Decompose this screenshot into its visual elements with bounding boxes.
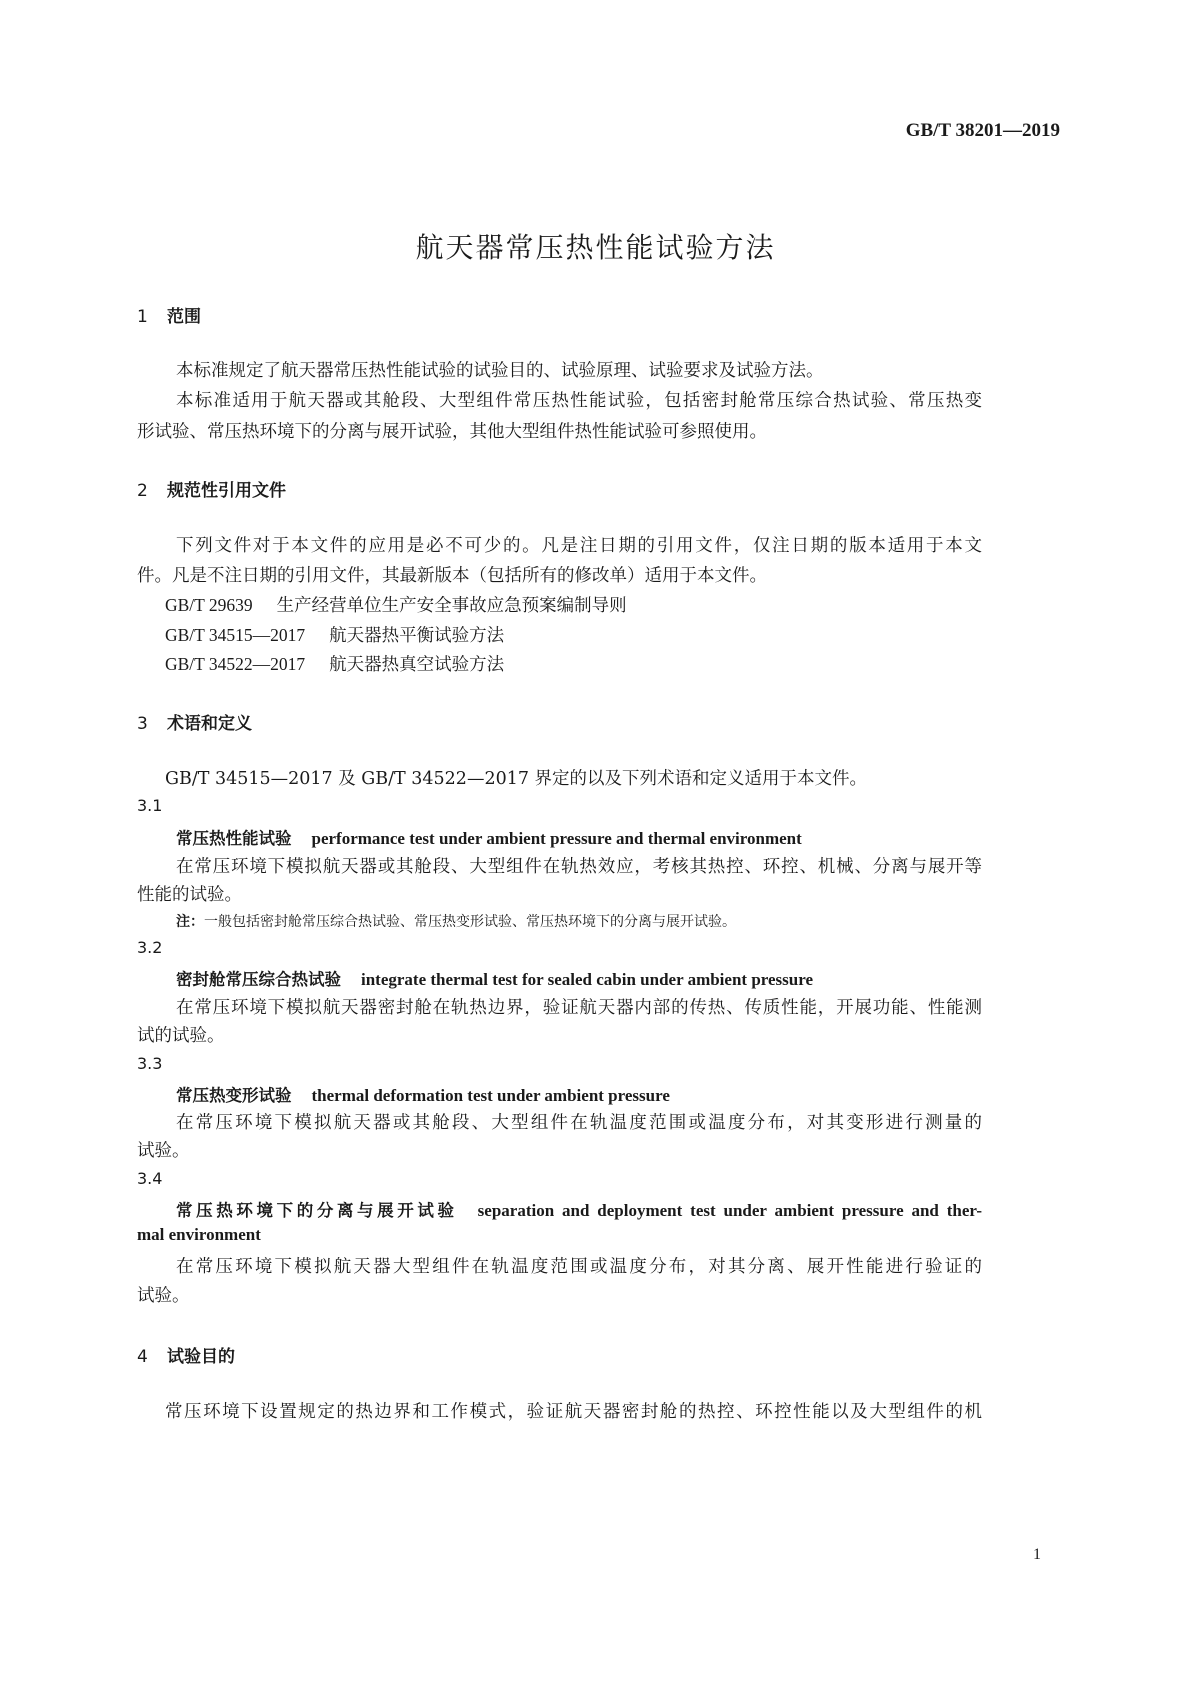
section-title: 规范性引用文件 <box>167 481 286 501</box>
reference-item <box>165 592 627 617</box>
term-en: thermal deformation test under ambient pressure <box>311 1086 670 1105</box>
term-entry <box>176 966 813 990</box>
section-heading-normative-references <box>137 476 286 501</box>
clause-number: 3.4 <box>137 1169 163 1188</box>
paragraph-line: 形试验、常压热环境下的分离与展开试验，其他大型组件热性能试验可参照使用。 <box>137 422 767 442</box>
section-title: 试验目的 <box>167 1347 235 1367</box>
term-zh: 密封舱常压综合热试验 <box>176 970 341 989</box>
document-title: 航天器常压热性能试验方法 <box>415 231 776 264</box>
reference-title: 航天器热平衡试验方法 <box>329 626 505 646</box>
term-entry <box>176 1082 670 1106</box>
paragraph-line: 常压环境下设置规定的热边界和工作模式，验证航天器密封舱的热控、环控性能以及大型组件的机 <box>165 1402 982 1422</box>
term-en: separation and deployment test under ambient pressure and ther- <box>477 1201 982 1220</box>
reference-title: 生产经营单位生产安全事故应急预案编制导则 <box>276 596 627 616</box>
section-number: 4 <box>137 1347 148 1367</box>
reference-item <box>165 651 504 676</box>
reference-title: 航天器热真空试验方法 <box>329 655 505 675</box>
term-zh: 常压热环境下的分离与展开试验 <box>176 1201 458 1220</box>
section-title: 范围 <box>167 307 201 327</box>
note <box>176 911 736 931</box>
term-en: integrate thermal test for sealed cabin under ambient pressure <box>361 970 814 989</box>
standard-code: GB/T 38201—2019 <box>905 120 1060 141</box>
definition-line: 试验。 <box>137 1286 190 1306</box>
section-number: 2 <box>137 481 148 501</box>
section-heading-test-purpose <box>137 1342 235 1367</box>
section-number: 3 <box>137 714 148 734</box>
reference-code: GB/T 34522—2017 <box>165 654 306 674</box>
page-number: 1 <box>1033 1546 1041 1563</box>
note-text: 一般包括密封舱常压综合热试验、常压热变形试验、常压热环境下的分离与展开试验。 <box>204 914 736 930</box>
definition-line: 试验。 <box>137 1141 190 1161</box>
section-number: 1 <box>137 307 148 327</box>
definition-line: 试的试验。 <box>137 1026 225 1046</box>
paragraph: 本标准规定了航天器常压热性能试验的试验目的、试验原理、试验要求及试验方法。 <box>176 361 824 381</box>
section-heading-terms <box>137 709 252 734</box>
paragraph: GB/T 34515—2017 及 GB/T 34522—2017 界定的以及下列术语和定义适用于本文件。 <box>165 769 868 789</box>
paragraph-line: 下列文件对于本文件的应用是必不可少的。凡是注日期的引用文件，仅注日期的版本适用于本文 <box>176 536 982 556</box>
paragraph-line: 本标准适用于航天器或其舱段、大型组件常压热性能试验，包括密封舱常压综合热试验、常压热变 <box>176 391 982 411</box>
term-zh: 常压热变形试验 <box>176 1086 292 1105</box>
term-en: performance test under ambient pressure and thermal environment <box>311 829 802 848</box>
definition-line: 在常压环境下模拟航天器或其舱段、大型组件在轨热效应，考核其热控、环控、机械、分离与展开等 <box>176 857 982 877</box>
reference-code: GB/T 34515—2017 <box>165 625 306 645</box>
clause-number: 3.2 <box>137 938 163 957</box>
term-zh: 常压热性能试验 <box>176 829 292 848</box>
reference-code: GB/T 29639 <box>165 595 253 615</box>
section-heading-scope <box>137 302 201 327</box>
definition-line: 在常压环境下模拟航天器或其舱段、大型组件在轨温度范围或温度分布，对其变形进行测量的 <box>176 1113 982 1133</box>
term-en-continued: mal environment <box>137 1225 261 1244</box>
term-entry <box>176 1197 982 1221</box>
term-entry <box>176 825 802 849</box>
clause-number: 3.1 <box>137 796 163 815</box>
definition-line: 在常压环境下模拟航天器大型组件在轨温度范围或温度分布，对其分离、展开性能进行验证的 <box>176 1257 982 1277</box>
definition-line: 性能的试验。 <box>137 885 242 905</box>
note-label: 注： <box>176 914 204 930</box>
section-title: 术语和定义 <box>167 714 252 734</box>
paragraph-line: 件。凡是不注日期的引用文件，其最新版本（包括所有的修改单）适用于本文件。 <box>137 566 767 586</box>
reference-item <box>165 622 504 647</box>
term-entry-continued <box>137 1225 261 1245</box>
definition-line: 在常压环境下模拟航天器密封舱在轨热边界，验证航天器内部的传热、传质性能，开展功能、性能测 <box>176 998 982 1018</box>
clause-number: 3.3 <box>137 1054 163 1073</box>
